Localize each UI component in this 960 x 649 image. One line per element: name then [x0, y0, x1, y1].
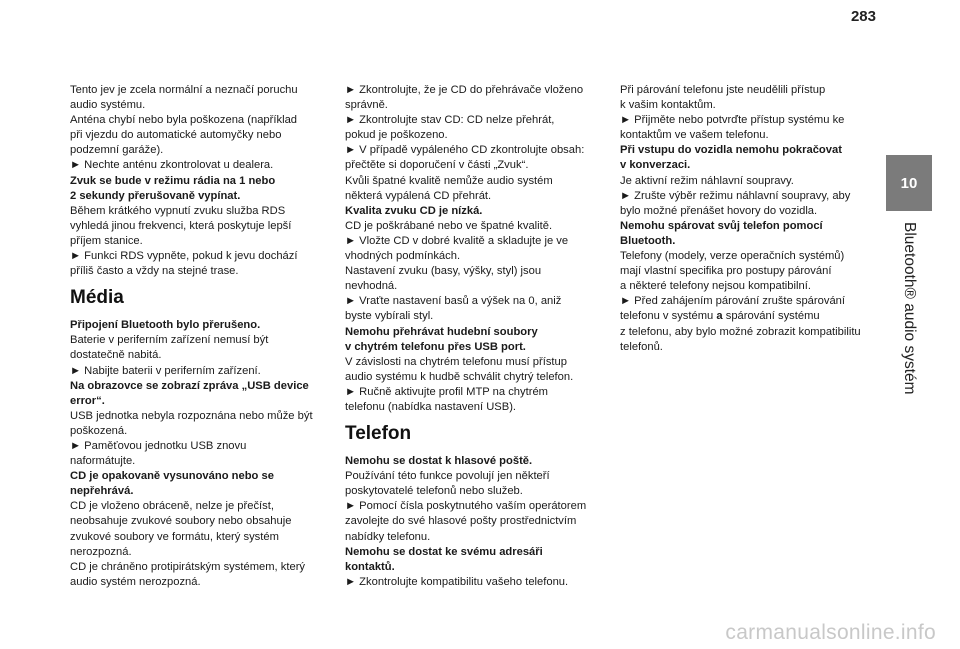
text-line: v chytrém telefonu přes USB port.	[345, 340, 526, 353]
text-line: Anténa chybí nebo byla poškozena (například	[70, 114, 298, 127]
text-line: telefonů.	[620, 340, 663, 353]
text-line: Nastavení zvuku (basy, výšky, styl) jsou	[345, 265, 542, 278]
text-line: k vašim kontaktům.	[620, 99, 716, 112]
text-line: V závislosti na chytrém telefonu musí přístup	[345, 355, 567, 368]
text-line: telefonu v systému a spárování systému	[620, 310, 820, 323]
text-line: kontaktům ve vašem telefonu.	[620, 129, 769, 142]
text-line: Bluetooth.	[620, 234, 676, 247]
text-line: Nemohu přehrávat hudební soubory	[345, 325, 538, 338]
text-line: Baterie v periferním zařízení nemusí být	[70, 334, 269, 347]
text-line: nevhodná.	[345, 280, 398, 293]
col1-block-2	[70, 318, 327, 590]
text-line: Je aktivní režim náhlavní soupravy.	[620, 174, 794, 187]
text-line: a některé telefony nejsou kompatibilní.	[620, 280, 811, 293]
chapter-title-vertical	[884, 222, 934, 412]
text-line: Tento jev je zcela normální a neznačí poruchu	[70, 84, 298, 96]
text-line: Během krátkého vypnutí zvuku služba RDS	[70, 204, 286, 217]
text-line: správně.	[345, 99, 388, 112]
text-line: ► Vložte CD v dobré kvalitě a skladujte je ve	[345, 234, 569, 247]
text-line: Připojení Bluetooth bylo přerušeno.	[70, 319, 261, 332]
text-line: mají vlastní specifika pro postupy párování	[620, 265, 832, 278]
text-line: Při vstupu do vozidla nemohu pokračovat	[620, 144, 842, 157]
text-line: audio systému.	[70, 99, 146, 112]
section-heading-media: Média	[70, 287, 124, 309]
text-line: ► Zkontrolujte stav CD: CD nelze přehrát,	[345, 114, 555, 127]
text-line: ► Zkontrolujte, že je CD do přehrávače vloženo	[345, 84, 584, 96]
text-line: Při párování telefonu jste neudělili přístup	[620, 84, 826, 96]
text-line: USB jednotka nebyla rozpoznána nebo může být	[70, 409, 313, 422]
text-line: audio systému k hudbě schválit chytrý telefon.	[345, 370, 574, 383]
chapter-tab	[886, 155, 932, 211]
text-line: příliš často a vždy na stejné trase.	[70, 265, 239, 278]
text-line: Používání této funkce povolují jen někteří	[345, 470, 550, 483]
text-line: ► V případě vypáleného CD zkontrolujte obsah:	[345, 144, 585, 157]
text-line: telefonu (nabídka nastavení USB).	[345, 400, 517, 413]
col3-block	[620, 83, 877, 355]
chapter-number: 10	[900, 174, 918, 192]
text-line: některá vypálená CD přehrát.	[345, 189, 492, 202]
text-line: ► Zkontrolujte kompatibilitu vašeho telefonu.	[345, 575, 569, 588]
text-line: CD je vloženo obráceně, nelze je přečíst,	[70, 500, 274, 513]
text-line: neobsahuje zvukové soubory nebo obsahuje	[70, 515, 292, 528]
text-line: Na obrazovce se zobrazí zpráva „USB device	[70, 379, 309, 392]
text-line: nabídky telefonu.	[345, 530, 431, 543]
text-line: poskytovatelé telefonů nebo služeb.	[345, 485, 523, 498]
text-line: Kvůli špatné kvalitě nemůže audio systém	[345, 174, 553, 187]
text-line: poškozená.	[70, 424, 128, 437]
text-line: vyhledá jinou frekvenci, která poskytuje lepší	[70, 219, 292, 232]
text-line: Telefony (modely, verze operačních systémů)	[620, 250, 845, 263]
column-1	[70, 83, 327, 590]
text-line: pokud je poškozeno.	[345, 129, 448, 142]
text-line: naformátujte.	[70, 455, 136, 468]
text-line: ► Vraťte nastavení basů a výšek na 0, aniž	[345, 295, 562, 308]
text-line: dostatečně nabitá.	[70, 349, 162, 362]
text-line: Nemohu spárovat svůj telefon pomocí	[620, 219, 823, 232]
text-line: kontaktů.	[345, 560, 395, 573]
watermark: carmanualsonline.info	[725, 621, 936, 644]
text-line: ► Nechte anténu zkontrolovat u dealera.	[70, 159, 274, 172]
text-line: vhodných podmínkách.	[345, 250, 461, 263]
page-number: 283	[850, 8, 876, 25]
section-heading-telefon: Telefon	[345, 423, 412, 445]
text-line: příjem stanice.	[70, 234, 143, 247]
text-line: Zvuk se bude v režimu rádia na 1 nebo	[70, 174, 276, 187]
text-line: ► Pomocí čísla poskytnutého vaším operátorem	[345, 500, 587, 513]
text-line: bylo možné přenášet hovory do vozidla.	[620, 204, 818, 217]
text-line: ► Zrušte výběr režimu náhlavní soupravy, aby	[620, 189, 851, 202]
text-line: CD je poškrábané nebo ve špatné kvalitě.	[345, 219, 553, 232]
text-line: při vjezdu do automatické automyčky nebo	[70, 129, 282, 142]
text-line: z telefonu, aby bylo možné zobrazit kompatibilitu	[620, 325, 861, 338]
text-line: přečtěte si doporučení v části „Zvuk“.	[345, 159, 529, 172]
text-line: nerozpozná.	[70, 545, 132, 558]
col2-block	[345, 83, 602, 415]
text-line: v konverzaci.	[620, 159, 691, 172]
column-2	[345, 83, 602, 590]
text-line: Nemohu se dostat k hlasové poště.	[345, 455, 533, 468]
text-line: podzemní garáže).	[70, 144, 164, 157]
text-line: ► Nabijte baterii v periferním zařízení.	[70, 364, 261, 377]
column-3	[620, 83, 877, 355]
text-line: ► Ručně aktivujte profil MTP na chytrém	[345, 385, 548, 398]
bold-word: a	[716, 310, 723, 323]
text-line: 2 sekundy přerušovaně vypínat.	[70, 189, 241, 202]
text-line: Kvalita zvuku CD je nízká.	[345, 204, 483, 217]
text-line: CD je opakovaně vysunováno nebo se	[70, 470, 274, 483]
text-line: ► Paměťovou jednotku USB znovu	[70, 439, 247, 452]
col1-block	[70, 83, 327, 279]
text-line: nepřehrává.	[70, 485, 134, 498]
text-line: ► Funkci RDS vypněte, pokud k jevu dochází	[70, 250, 298, 263]
text-line: ► Před zahájením párování zrušte spárování	[620, 295, 845, 308]
chapter-title: Bluetooth® audio systém	[901, 222, 918, 395]
text-line: zavolejte do své hlasové pošty prostřednictvím	[345, 515, 577, 528]
text-line: error“.	[70, 394, 105, 407]
col2-block-2	[345, 454, 602, 590]
text-line: ► Přijměte nebo potvrďte přístup systému ke	[620, 114, 845, 127]
text-line: audio systém nerozpozná.	[70, 575, 201, 588]
text-line: CD je chráněno protipirátským systémem, který	[70, 560, 306, 573]
text-line: zvukové soubory ve formátu, který systém	[70, 530, 279, 543]
text-line: Nemohu se dostat ke svému adresáři	[345, 545, 543, 558]
text-line: byste vybírali styl.	[345, 310, 434, 323]
